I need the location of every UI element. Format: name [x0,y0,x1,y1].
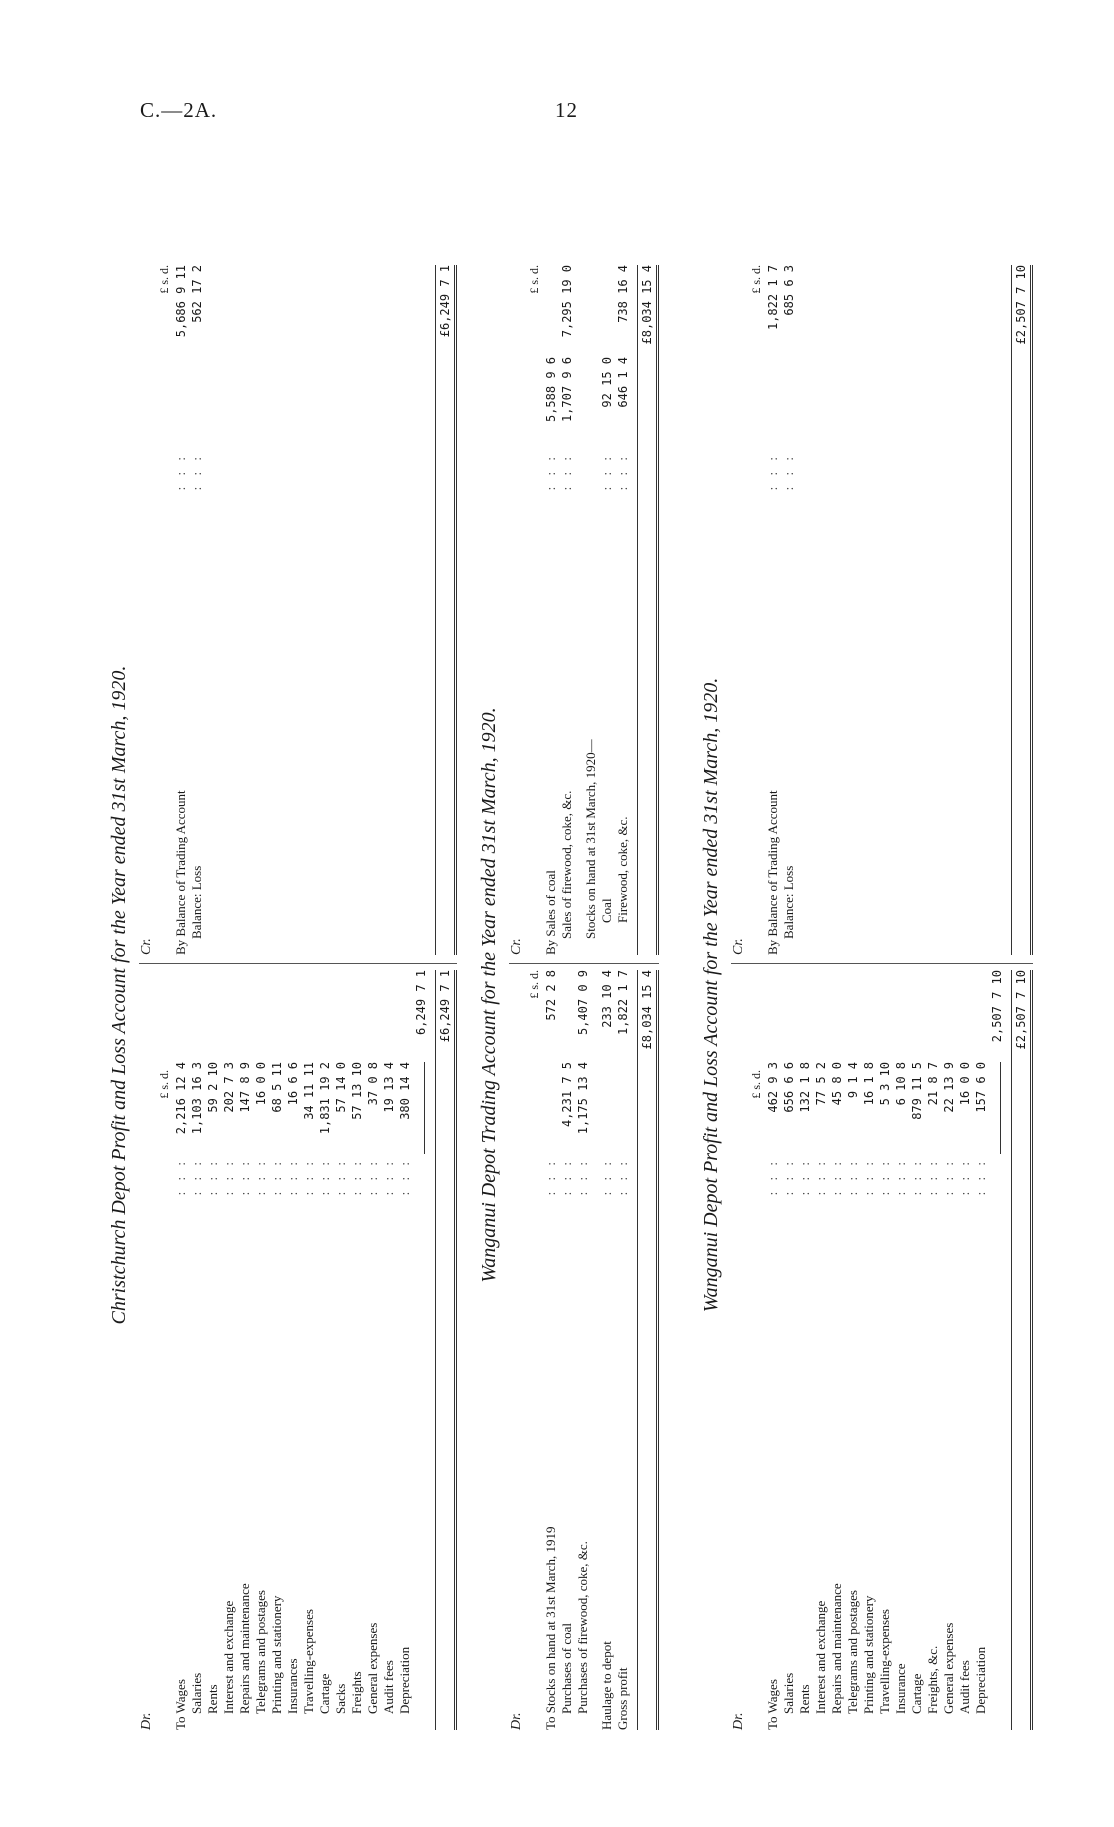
currency-heading: £ s. d. [157,1070,171,1099]
cr-heading: Cr. [731,938,746,955]
section-title: Christchurch Depot Profit and Loss Account for the Year ended 31st March, 1920. [108,665,130,1325]
wanganui-trading-account [478,260,659,1730]
ledger-row: By Balance of Trading Account : : : 1,822 1 7 [765,265,780,955]
ledger-row: Rents : : : 59 2 10 [205,1062,220,1714]
ledger-row: General expenses : : : 37 0 8 [365,1062,380,1714]
ledger-row: Haulage to depot : : : 233 10 4 [599,970,614,1730]
ledger-row: Freights, &c. : : : 21 8 7 [925,1062,940,1714]
currency-heading: £ s. d. [157,265,171,294]
ledger-row: Salaries : : : 1,103 16 3 [189,1062,204,1714]
ledger-row: By Balance of Trading Account : : : 5,686 9 11 [173,265,188,955]
ledger-row: Repairs and maintenance : : : 45 8 0 [829,1062,844,1714]
ledger-row: Audit fees : : : 16 0 0 [957,1062,972,1714]
ledger-row: Balance: Loss : : : 685 6 3 [781,265,796,939]
currency-heading: £ s. d. [527,265,541,294]
cr-total: £6,249 7 1 [435,265,457,955]
ledger-row: Travelling-expenses : : : 34 11 11 [301,1062,316,1714]
debit-side [731,963,1033,1730]
ledger-row: To Stocks on hand at 31st March, 1919 : : : 572 2 8 [543,970,558,1730]
ledger-row: Depreciation : : : 380 14 4 [397,1062,412,1714]
ledger-row: To Wages : : : 462 9 3 [765,1062,780,1730]
ledger-row: Balance: Loss : : : 562 17 2 [189,265,204,939]
ledger-row: Telegrams and postages : : : 9 1 4 [845,1062,860,1714]
cr-total: £8,034 15 4 [637,265,659,955]
credit-side [731,265,1033,963]
dr-total: £8,034 15 4 [637,970,659,1730]
ledger-row: Printing and stationery : : : 16 1 8 [861,1062,876,1714]
ledger-row: Freights : : : 57 13 10 [349,1062,364,1714]
cr-heading: Cr. [139,938,154,955]
ledger-row: Purchases of coal : : : 4,231 7 5 [559,1062,574,1714]
ledger-row: By Sales of coal : : : 5,588 9 6 [543,357,558,955]
cr-heading: Cr. [509,938,524,955]
ledger-row: To Wages : : : 2,216 12 4 [173,1062,188,1730]
ledger-row: Sacks : : : 57 14 0 [333,1062,348,1714]
ledger-row: Sales of firewood, coke, &c. : : : 1,707 9 6 7,295 19 0 [559,265,574,939]
ledger-row: Gross profit : : : 1,822 1 7 [615,970,630,1730]
section-title: Wanganui Depot Profit and Loss Account for the Year ended 31st March, 1920. [700,677,722,1313]
section-title: Wanganui Depot Trading Account for the Year ended 31st March, 1920. [478,707,500,1283]
ledger-row: Cartage : : : 879 11 5 [909,1062,924,1714]
ledger-row: Insurances : : : 16 6 6 [285,1062,300,1714]
dr-total: £2,507 7 10 [1011,970,1033,1730]
dr-heading: Dr. [731,1712,746,1730]
ledger-row: Salaries : : : 656 6 6 [781,1062,796,1714]
ledger-row: Stocks on hand at 31st March, 1920— [583,739,598,939]
dr-heading: Dr. [509,1712,524,1730]
debit-side [139,963,457,1730]
credit-side [509,265,659,963]
ledger-row: Repairs and maintenance : : : 147 8 9 [237,1062,252,1714]
ledger-row: Printing and stationery : : : 68 5 11 [269,1062,284,1714]
page-number: 12 [555,98,578,122]
ledger-row: Interest and exchange : : : 202 7 3 [221,1062,236,1714]
ledger-row: Telegrams and postages : : : 16 0 0 [253,1062,268,1714]
debit-side [509,963,659,1730]
currency-heading: £ s. d. [749,265,763,294]
ledger-row: Depreciation : : : 157 6 0 [973,1062,988,1714]
ledger-row: Insurance : : : 6 10 8 [893,1062,908,1714]
ledger-row: Interest and exchange : : : 77 5 2 [813,1062,828,1714]
ledger-row: Coal : : : 92 15 0 [599,357,614,923]
christchurch-pl-account [108,260,457,1730]
wanganui-pl-account [700,260,1033,1730]
cr-total: £2,507 7 10 [1011,265,1033,955]
ledger-row: Travelling-expenses : : : 5 3 10 [877,1062,892,1714]
ledger-row: Cartage : : : 1,831 19 2 [317,1062,332,1714]
page-code: C.—2A. [140,98,218,122]
dr-total: £6,249 7 1 [435,970,457,1730]
credit-side [139,265,457,963]
ledger-row: Purchases of firewood, coke, &c. : : : 1,175 13 4 5,407 0 9 [575,970,590,1714]
currency-heading: £ s. d. [749,1070,763,1099]
currency-heading: £ s. d. [527,970,541,999]
ledger-row: Firewood, coke, &c. : : : 646 1 4 738 16 4 [615,265,630,923]
ledger-row: Rents : : : 132 1 8 [797,1062,812,1714]
dr-subtotal: 6,249 7 1 [414,970,428,1036]
ledger-row: Audit fees : : : 19 13 4 [381,1062,396,1714]
dr-subtotal: 2,507 7 10 [990,970,1004,1043]
ledger-row: General expenses : : : 22 13 9 [941,1062,956,1714]
dr-heading: Dr. [139,1712,154,1730]
